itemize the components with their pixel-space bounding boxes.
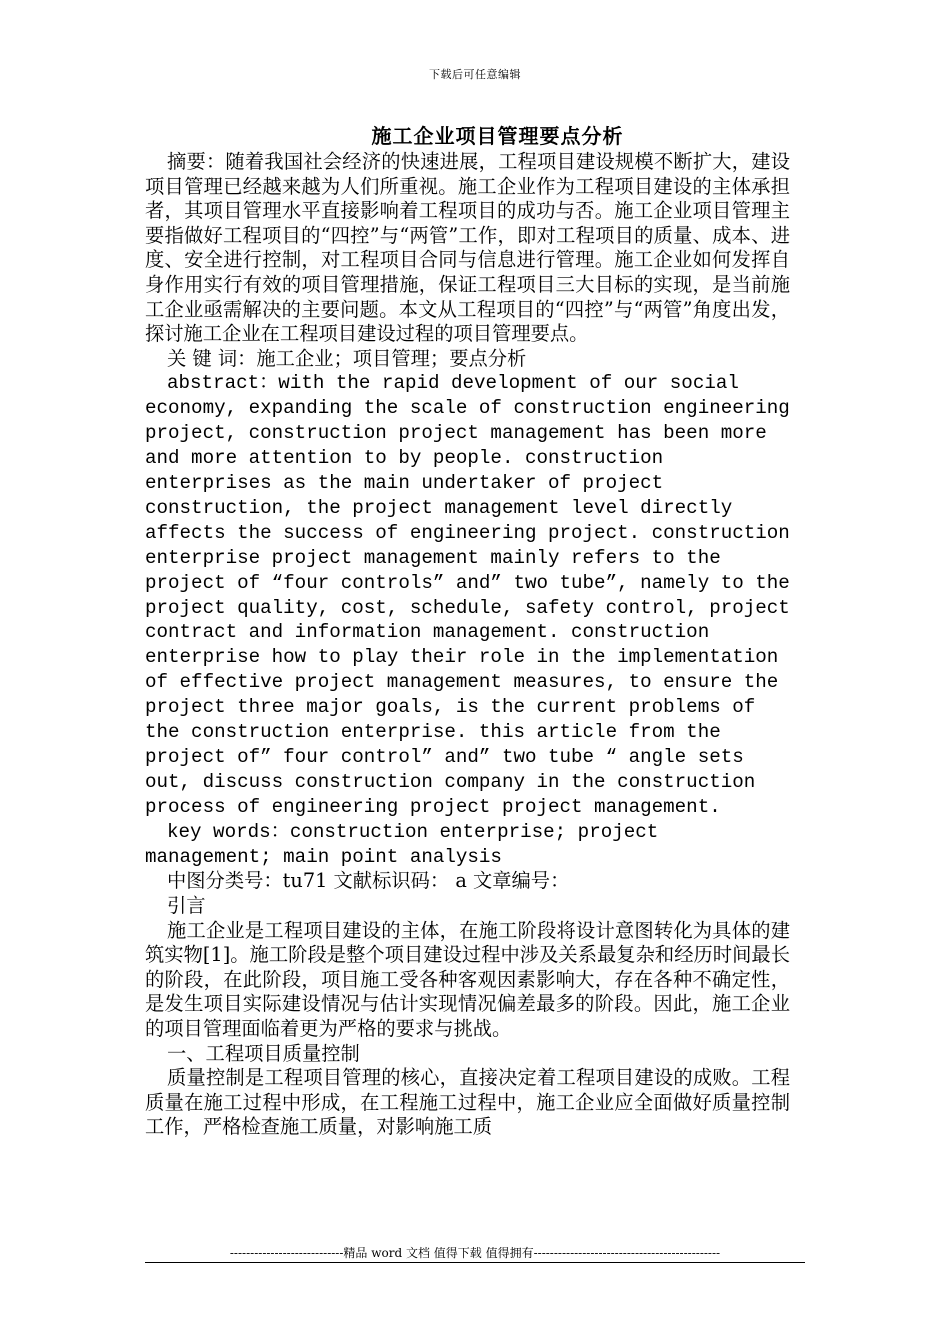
footer-text: ----------------------------精品 word 文档 值得下载 值得拥有----------------------------------------------: [229, 1246, 721, 1260]
intro-paragraph: 施工企业是工程项目建设的主体，在施工阶段将设计意图转化为具体的建筑实物[1]。施工阶段是整个项目建设过程中涉及关系最复杂和经历时间最长的阶段，在此阶段，项目施工受各种客观因素影响大，存在各种不确定性，是发生项目实际建设情况与估计实现情况偏差最多的阶段。因此，施工企业的项目管理面临着更为严格的要求与挑战。: [145, 918, 790, 1041]
section1-paragraph: 质量控制是工程项目管理的核心，直接决定着工程项目建设的成败。工程质量在施工过程中形成，在工程施工过程中，施工企业应全面做好质量控制工作，严格检查施工质量，对影响施工质: [145, 1066, 790, 1139]
abstract-english: abstract：with the rapid development of our social economy, expanding the scale of construction engineering project, construction project management has been more and more attention to by people. construction enterprises as the main undertaker of project construction, the project management level directly affects the success of engineering project. construction enterprise project management mainly refers to the project of “four controls” and” two tube”, namely to the project quality, cost, schedule, safety control, project contract and information management. construction enterprise how to play their role in the implementation of effective project management measures, to ensure the project three major goals, is the current problems of the construction enterprise. this article from the project of” four control” and” two tube “ angle sets out, discuss construction company in the construction process of engineering project project management.: [145, 372, 802, 818]
section1-heading: 一、工程项目质量控制: [167, 1041, 360, 1065]
classification-line: 中图分类号：tu71 文献标识码： a 文章编号：: [167, 869, 570, 893]
abstract-chinese: 摘要：随着我国社会经济的快速进展，工程项目建设规模不断扩大，建设项目管理已经越来越为人们所重视。施工企业作为工程项目建设的主体承担者，其项目管理水平直接影响着工程项目的成功与否。施工企业项目管理主要指做好工程项目的“四控”与“两管”工作，即对工程项目的质量、成本、进度、安全进行控制，对工程项目合同与信息进行管理。施工企业如何发挥自身作用实行有效的项目管理措施，保证工程项目三大目标的实现，是当前施工企业亟需解决的主要问题。本文从工程项目的“四控”与“两管”角度出发，探讨施工企业在工程项目建设过程的项目管理要点。: [145, 150, 790, 346]
intro-heading: 引言: [167, 894, 206, 918]
keywords-chinese: 关 键 词：施工企业；项目管理；要点分析: [167, 346, 527, 370]
header-note: 下载后可任意编辑: [429, 68, 521, 81]
keywords-english: key words：construction enterprise; project management; main point analysis: [145, 820, 670, 868]
document-body: [145, 122, 802, 1140]
document-title: 施工企业项目管理要点分析: [371, 124, 624, 148]
footer-divider: [145, 1262, 805, 1263]
